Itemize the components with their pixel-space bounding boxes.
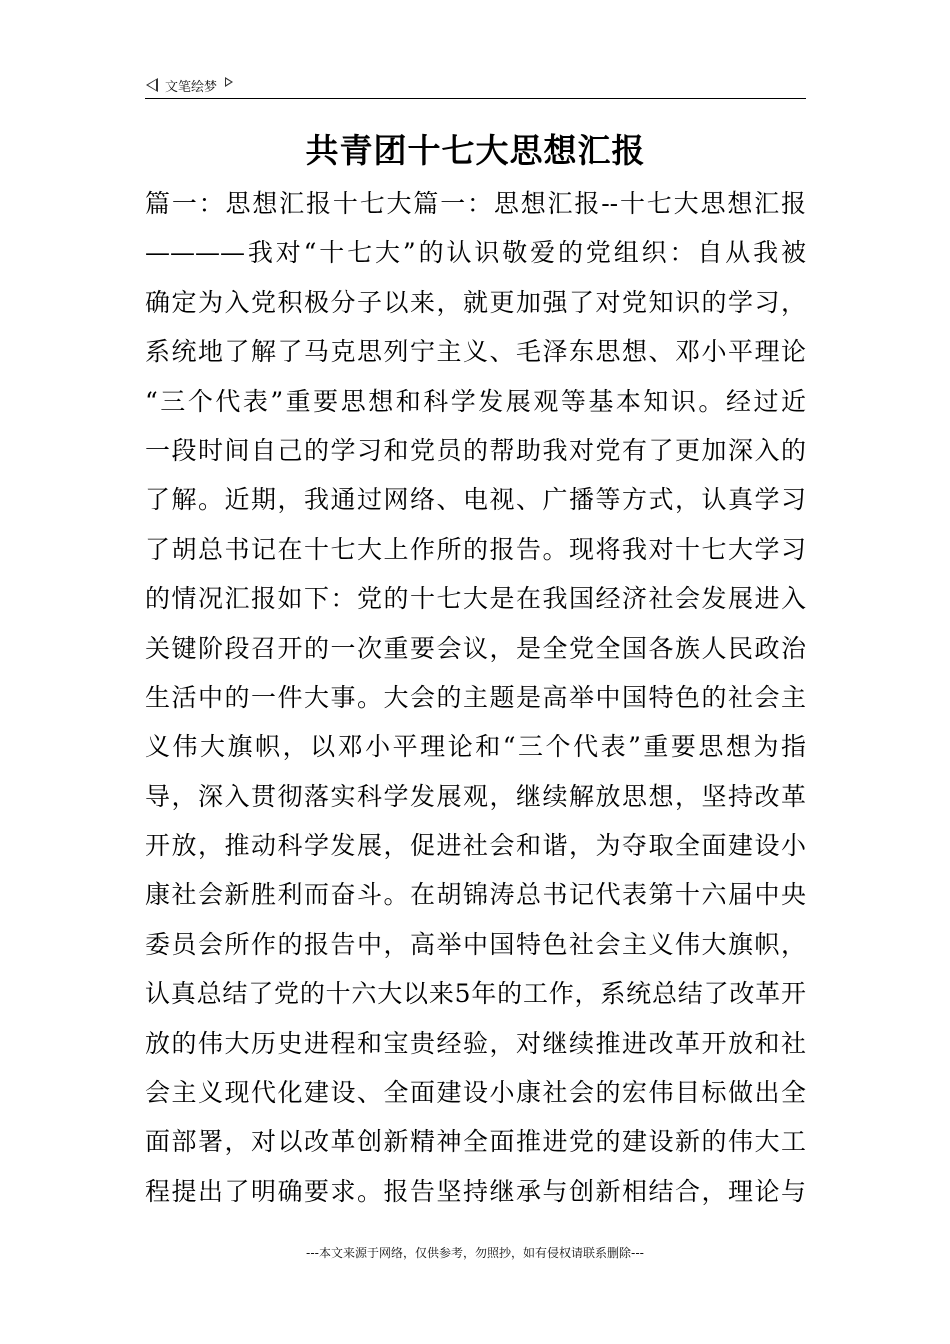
body-line: 一段时间自己的学习和党员的帮助我对党有了更加深入的 — [145, 435, 806, 465]
triangle-right-icon — [225, 77, 233, 87]
triangle-left-icon — [146, 78, 158, 92]
body-line: 的情况汇报如下：党的十七大是在我国经济社会发展进入 — [145, 584, 806, 614]
document-body — [145, 179, 806, 1216]
body-line: ————我对“十七大”的认识敬爱的党组织：自从我被 — [145, 238, 806, 268]
body-line: 确定为入党积极分子以来，就更加强了对党知识的学习， — [145, 287, 806, 317]
header-label: 文笔绘梦 — [165, 79, 218, 95]
body-line: 委员会所作的报告中，高举中国特色社会主义伟大旗帜， — [145, 929, 806, 959]
footer-disclaimer: ---本文来源于网络，仅供参考，勿照抄，如有侵权请联系删除--- — [306, 1246, 644, 1260]
body-line: 义伟大旗帜，以邓小平理论和“三个代表”重要思想为指 — [145, 732, 806, 762]
body-line: 会主义现代化建设、全面建设小康社会的宏伟目标做出全 — [145, 1078, 806, 1108]
document-title: 共青团十七大思想汇报 — [305, 131, 646, 170]
body-line: 系统地了解了马克思列宁主义、毛泽东思想、邓小平理论 — [145, 337, 806, 367]
body-line: 了胡总书记在十七大上作所的报告。现将我对十七大学习 — [145, 534, 806, 564]
body-line: 认真总结了党的十六大以来5年的工作，系统总结了改革开 — [145, 979, 806, 1009]
body-line: 关键阶段召开的一次重要会议，是全党全国各族人民政治 — [145, 633, 806, 663]
body-line: 篇一：思想汇报十七大篇一：思想汇报--十七大思想汇报 — [145, 189, 806, 218]
body-line: 面部署，对以改革创新精神全面推进党的建设新的伟大工 — [145, 1127, 806, 1157]
body-line: 康社会新胜利而奋斗。在胡锦涛总书记代表第十六届中央 — [145, 880, 806, 910]
body-line: 导，深入贯彻落实科学发展观，继续解放思想，坚持改革 — [145, 781, 806, 811]
body-line: 程提出了明确要求。报告坚持继承与创新相结合，理论与 — [145, 1176, 806, 1206]
body-line: 开放，推动科学发展，促进社会和谐，为夺取全面建设小 — [145, 831, 806, 861]
header-divider — [145, 98, 806, 99]
body-line: 了解。近期，我通过网络、电视、广播等方式，认真学习 — [145, 485, 806, 515]
page-header — [146, 73, 233, 97]
body-line: 放的伟大历史进程和宝贵经验，对继续推进改革开放和社 — [145, 1028, 806, 1058]
body-line: “三个代表”重要思想和科学发展观等基本知识。经过近 — [145, 386, 806, 416]
body-line: 生活中的一件大事。大会的主题是高举中国特色的社会主 — [145, 682, 806, 712]
